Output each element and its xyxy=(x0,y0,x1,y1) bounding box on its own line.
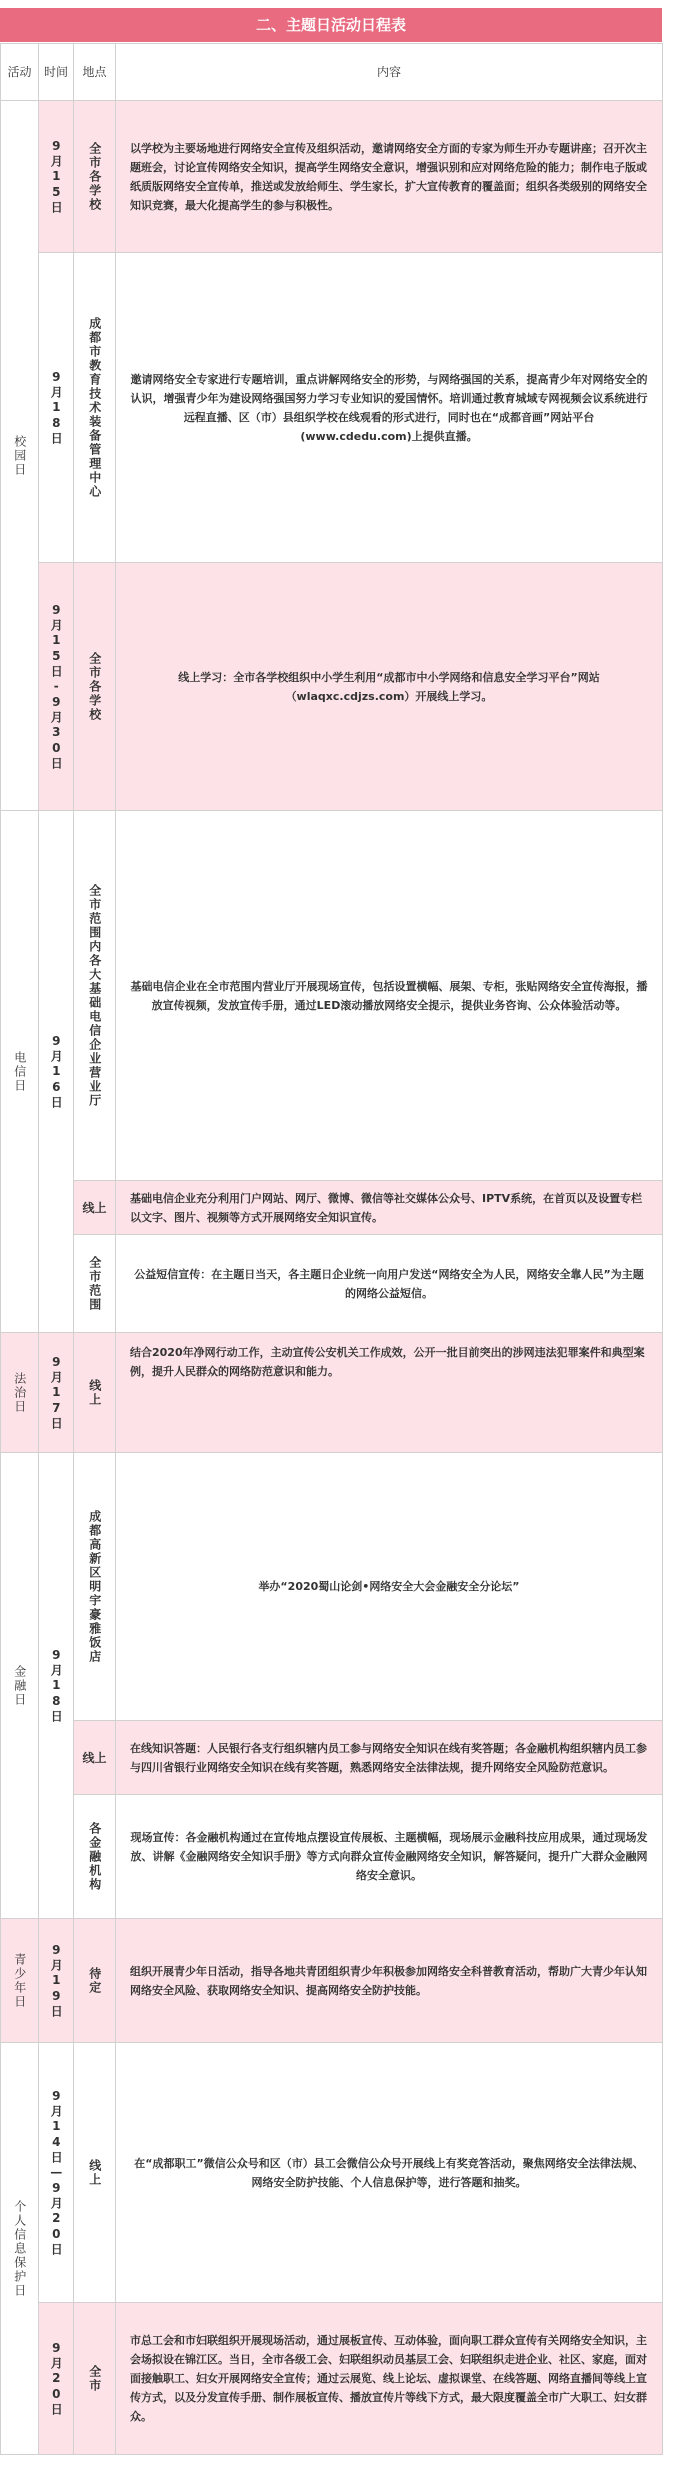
content-cell: 邀请网络安全专家进行专题培训，重点讲解网络安全的形势，与网络强国的关系，提高青少年对网络安全的认识，增强青少年为建设网络强国努力学习专业知识的爱国情怀。培训通过教育城域专网视频会议系统进行远程直播、区（市）县组织学校在线观看的形式进行，同时也在“成都音画”网站平台(www.cdedu.com)上提供直播。 xyxy=(116,253,663,563)
time-cell: 9月20日 xyxy=(39,2303,74,2455)
table-row xyxy=(1,253,663,563)
location-cell: 线上 xyxy=(74,2043,116,2303)
table-row xyxy=(1,2043,663,2303)
location-cell: 线上 xyxy=(74,1181,116,1235)
time-cell: 9月18日 xyxy=(39,1453,74,1919)
content-cell: 基础电信企业充分利用门户网站、网厅、微博、微信等社交媒体公众号、IPTV系统，在首页以及设置专栏以文字、图片、视频等方式开展网络安全知识宣传。 xyxy=(116,1181,663,1235)
schedule-table xyxy=(0,43,663,2455)
location-cell: 成都市教育技术装备管理中心 xyxy=(74,253,116,563)
content-cell: 举办“2020蜀山论剑•网络安全大会金融安全分论坛” xyxy=(116,1453,663,1721)
header-time: 时间 xyxy=(39,44,74,101)
activity-cell: 金融日 xyxy=(1,1453,39,1919)
content-cell: 在线知识答题：人民银行各支行组织辖内员工参与网络安全知识在线有奖答题；各金融机构组织辖内员工参与四川省银行业网络安全知识在线有奖答题，熟悉网络安全法律法规，提升网络安全风险防范意识。 xyxy=(116,1721,663,1795)
header-activity: 活动 xyxy=(1,44,39,101)
table-row xyxy=(1,1333,663,1453)
table-row xyxy=(1,101,663,253)
time-cell: 9月18日 xyxy=(39,253,74,563)
location-cell: 待定 xyxy=(74,1919,116,2043)
content-cell: 以学校为主要场地进行网络安全宣传及组织活动，邀请网络安全方面的专家为师生开办专题讲座；召开次主题班会，讨论宣传网络安全知识，提高学生网络安全意识，增强识别和应对网络危险的能力；制作电子版或纸质版网络安全宣传单，推送或发放给师生、学生家长，扩大宣传教育的覆盖面；组织各类级别的网络安全知识竞赛，最大化提高学生的参与积极性。 xyxy=(116,101,663,253)
activity-cell: 个人信息保护日 xyxy=(1,2043,39,2455)
time-cell: 9月19日 xyxy=(39,1919,74,2043)
schedule-title: 二、主题日活动日程表 xyxy=(0,8,662,42)
time-cell: 9月15日 xyxy=(39,101,74,253)
content-cell: 在“成都职工”微信公众号和区（市）县工会微信公众号开展线上有奖竞答活动，聚焦网络安全法律法规、网络安全防护技能、个人信息保护等，进行答题和抽奖。 xyxy=(116,2043,663,2303)
time-cell: 9月17日 xyxy=(39,1333,74,1453)
activity-cell: 青少年日 xyxy=(1,1919,39,2043)
table-row xyxy=(1,2303,663,2455)
table-header-row xyxy=(1,44,663,101)
content-cell: 组织开展青少年日活动，指导各地共青团组织青少年积极参加网络安全科普教育活动，帮助广大青少年认知网络安全风险、获取网络安全知识、提高网络安全防护技能。 xyxy=(116,1919,663,2043)
content-cell: 基础电信企业在全市范围内营业厅开展现场宣传，包括设置横幅、展架、专柜，张贴网络安全宣传海报，播放宣传视频，发放宣传手册，通过LED滚动播放网络安全提示，提供业务咨询、公众体验活动等。 xyxy=(116,811,663,1181)
activity-cell: 电信日 xyxy=(1,811,39,1333)
header-location: 地点 xyxy=(74,44,116,101)
table-row xyxy=(1,1795,663,1919)
time-cell: 9月16日 xyxy=(39,811,74,1333)
location-cell: 全市范围 xyxy=(74,1235,116,1333)
location-cell: 全市范围内各大基础电信企业营业厅 xyxy=(74,811,116,1181)
location-cell: 成都高新区明宇豪雅饭店 xyxy=(74,1453,116,1721)
location-cell: 全市各学校 xyxy=(74,101,116,253)
table-row xyxy=(1,1181,663,1235)
location-cell: 全市各学校 xyxy=(74,563,116,811)
activity-cell: 校园日 xyxy=(1,101,39,811)
table-row xyxy=(1,1721,663,1795)
table-row xyxy=(1,563,663,811)
location-cell: 全市 xyxy=(74,2303,116,2455)
time-cell: 9月15日-9月30日 xyxy=(39,563,74,811)
content-cell: 公益短信宣传：在主题日当天，各主题日企业统一向用户发送“网络安全为人民，网络安全靠人民”为主题的网络公益短信。 xyxy=(116,1235,663,1333)
table-row xyxy=(1,1453,663,1721)
location-cell: 线上 xyxy=(74,1333,116,1453)
content-cell: 现场宣传：各金融机构通过在宣传地点摆设宣传展板、主题横幅，现场展示金融科技应用成果，通过现场发放、讲解《金融网络安全知识手册》等方式向群众宣传金融网络安全知识，解答疑问，提升广大群众金融网络安全意识。 xyxy=(116,1795,663,1919)
activity-cell: 法治日 xyxy=(1,1333,39,1453)
time-cell: 9月14日—9月20日 xyxy=(39,2043,74,2303)
location-cell: 各金融机构 xyxy=(74,1795,116,1919)
header-content: 内容 xyxy=(116,44,663,101)
content-cell: 市总工会和市妇联组织开展现场活动，通过展板宣传、互动体验，面向职工群众宣传有关网络安全知识，主会场拟设在锦江区。当日，全市各级工会、妇联组织动员基层工会、妇联组织走进企业、社区、家庭，面对面接触职工、妇女开展网络安全宣传；通过云展览、线上论坛、虚拟课堂、在线答题、网络直播间等线上宣传方式，以及分发宣传手册、制作展板宣传、播放宣传片等线下方式，最大限度覆盖全市广大职工、妇女群众。 xyxy=(116,2303,663,2455)
table-row xyxy=(1,1919,663,2043)
table-row xyxy=(1,811,663,1181)
location-cell: 线上 xyxy=(74,1721,116,1795)
content-cell: 线上学习：全市各学校组织中小学生利用“成都市中小学网络和信息安全学习平台”网站（wlaqxc.cdjzs.com）开展线上学习。 xyxy=(116,563,663,811)
table-row xyxy=(1,1235,663,1333)
content-cell: 结合2020年净网行动工作，主动宣传公安机关工作成效，公开一批目前突出的涉网违法犯罪案件和典型案例，提升人民群众的网络防范意识和能力。 xyxy=(116,1333,663,1453)
